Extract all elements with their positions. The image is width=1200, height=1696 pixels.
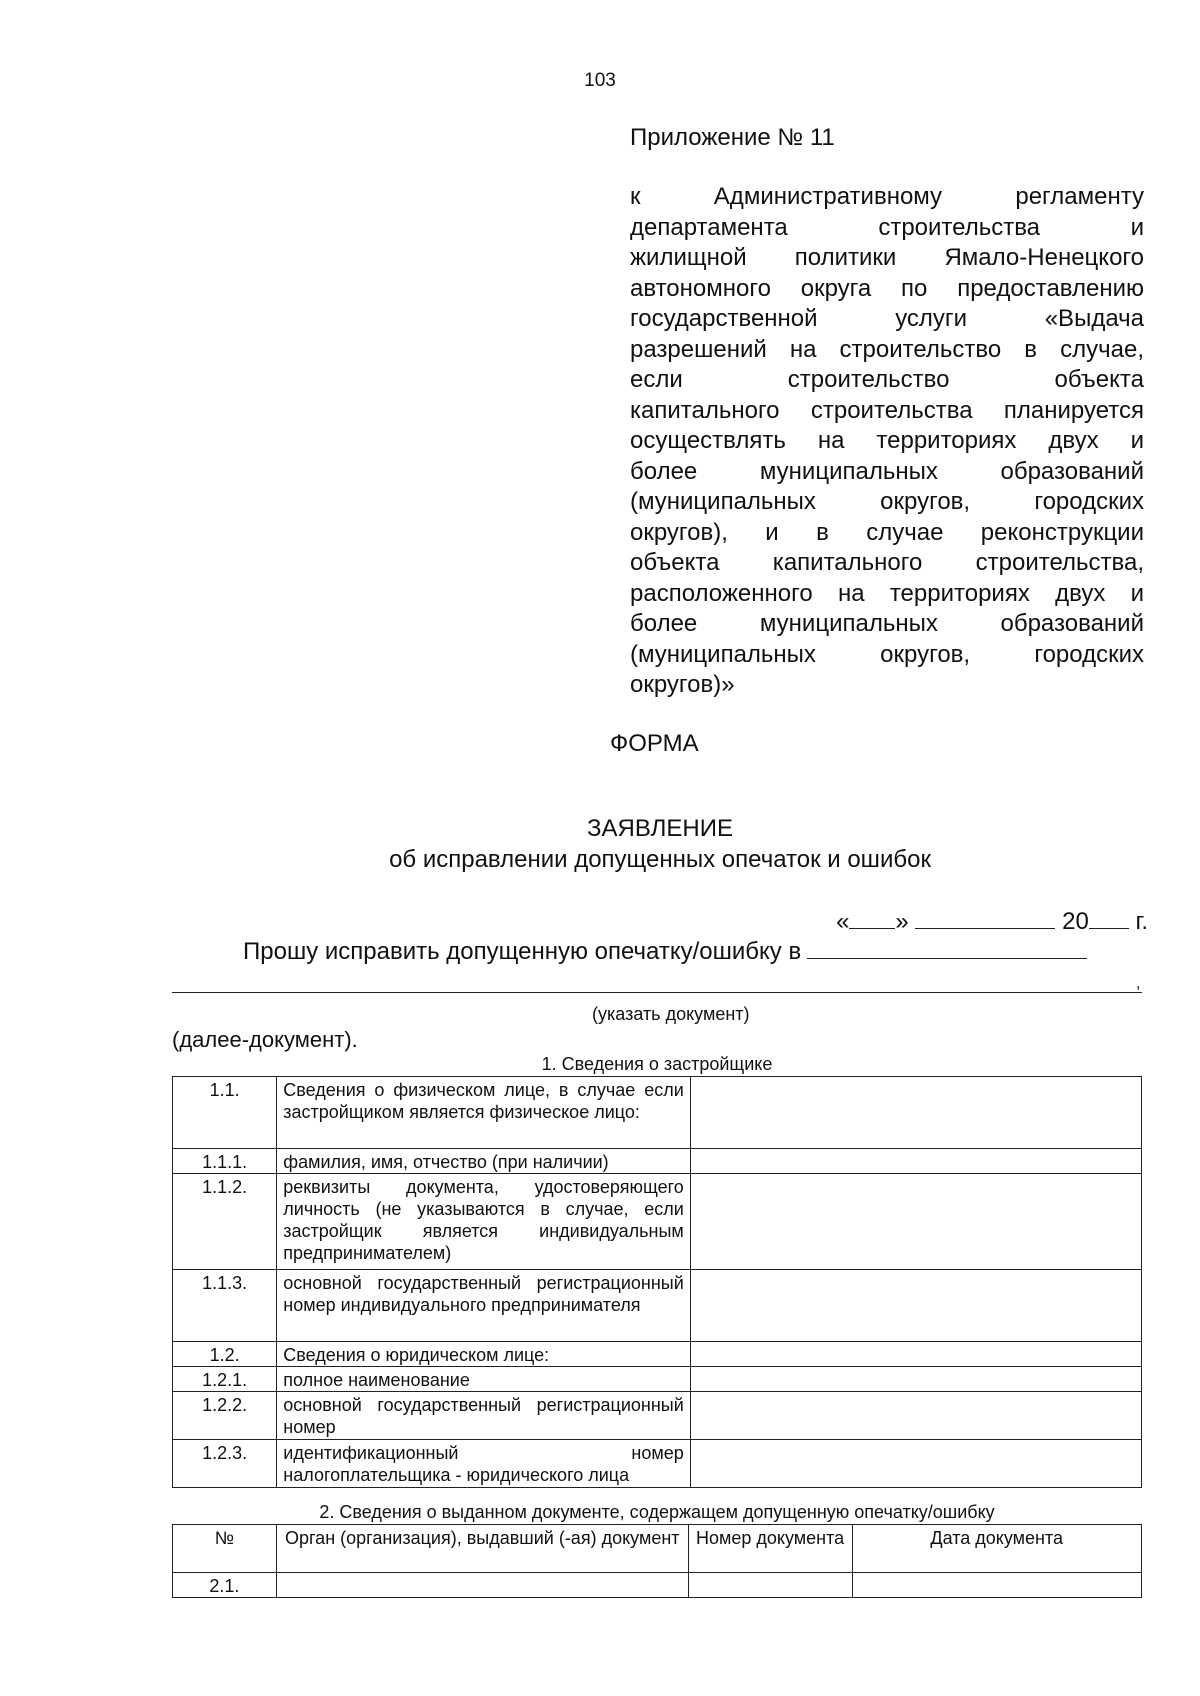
- row-description: Сведения о физическом лице, в случае если застройщиком является физическое лицо:: [277, 1077, 691, 1149]
- column-header-doc-number: Номер документа: [688, 1525, 852, 1573]
- hereinafter-text: (далее-документ).: [172, 1027, 358, 1052]
- row-number: 1.2.3.: [173, 1440, 277, 1488]
- column-header-doc-date: Дата документа: [852, 1525, 1142, 1573]
- table-row: [173, 1392, 1142, 1440]
- table-row: [173, 1174, 1142, 1270]
- appendix-line: более муниципальных образований: [630, 610, 1144, 637]
- row-number: 1.2.1.: [173, 1367, 277, 1392]
- table-row: [173, 1367, 1142, 1392]
- table-row: [173, 1342, 1142, 1367]
- column-header-issuer: Орган (организация), выдавший (-ая) документ: [276, 1525, 688, 1573]
- document-name-blank[interactable]: [807, 938, 1087, 959]
- row-number: 1.1.: [173, 1077, 277, 1149]
- request-text: Прошу исправить допущенную опечатку/ошибку в: [243, 938, 802, 965]
- date-open-quote: «: [836, 908, 850, 935]
- document-hint: (указать документ): [592, 1004, 750, 1024]
- row-number: 1.1.3.: [173, 1270, 277, 1342]
- document-subtitle: об исправлении допущенных опечаток и ошибок: [389, 846, 931, 873]
- appendix-line: осуществлять на территориях двух и: [630, 427, 1144, 454]
- table-row: [173, 1573, 1142, 1598]
- row-value-cell[interactable]: [690, 1392, 1141, 1440]
- month-blank[interactable]: [915, 908, 1055, 929]
- appendix-line: округов)»: [630, 671, 735, 698]
- appendix-line: департамента строительства и: [630, 213, 1144, 241]
- appendix-line: расположенного на территориях двух и: [630, 579, 1144, 607]
- issuer-cell[interactable]: [276, 1573, 688, 1598]
- table-row: [173, 1149, 1142, 1174]
- appendix-line: объекта капитального строительства,: [630, 549, 1144, 576]
- year-prefix: 20: [1062, 908, 1089, 935]
- row-description: основной государственный регистрационный номер: [277, 1392, 691, 1440]
- year-blank[interactable]: [1089, 908, 1129, 929]
- row-number: 1.1.2.: [173, 1174, 277, 1270]
- appendix-text: [630, 182, 1144, 701]
- appendix-line: автономного округа по предоставлению: [630, 274, 1144, 302]
- date-line: [836, 908, 1148, 936]
- appendix-line: государственной услуги «Выдача: [630, 305, 1144, 332]
- table-row: [173, 1270, 1142, 1342]
- date-close-quote: »: [895, 908, 909, 935]
- row-value-cell[interactable]: [690, 1077, 1141, 1149]
- appendix-title: Приложение № 11: [630, 124, 835, 151]
- request-line: [243, 938, 1087, 966]
- appendix-line: разрешений на строительство в случае,: [630, 335, 1144, 363]
- row-number: 1.1.1.: [173, 1149, 277, 1174]
- table-row: [173, 1440, 1142, 1488]
- row-value-cell[interactable]: [690, 1440, 1141, 1488]
- issued-document-table: [172, 1524, 1142, 1598]
- appendix-line: более муниципальных образований: [630, 457, 1144, 485]
- form-label: ФОРМА: [610, 730, 699, 757]
- appendix-line: капитального строительства планируется: [630, 396, 1144, 424]
- year-suffix: г.: [1135, 908, 1148, 935]
- appendix-line: округов), и в случае реконструкции: [630, 518, 1144, 546]
- row-number: 1.2.: [173, 1342, 277, 1367]
- row-description: Сведения о юридическом лице:: [277, 1342, 691, 1367]
- row-description: фамилия, имя, отчество (при наличии): [277, 1149, 691, 1174]
- row-value-cell[interactable]: [690, 1342, 1141, 1367]
- doc-number-cell[interactable]: [688, 1573, 852, 1598]
- line-comma: ,: [1136, 975, 1141, 992]
- appendix-line: если строительство объекта: [630, 366, 1144, 393]
- section-2-caption: 2. Сведения о выданном документе, содержащем допущенную опечатку/ошибку: [319, 1502, 995, 1522]
- row-number: 1.2.2.: [173, 1392, 277, 1440]
- section-1-caption: 1. Сведения о застройщике: [541, 1054, 773, 1074]
- appendix-line: (муниципальных округов, городских: [630, 640, 1144, 668]
- row-value-cell[interactable]: [690, 1174, 1141, 1270]
- table-row: [173, 1077, 1142, 1149]
- row-description: реквизиты документа, удостоверяющего личность (не указываются в случае, если застройщик является индивидуальным предпринимателем): [277, 1174, 691, 1270]
- appendix-line: к Административному регламенту: [630, 183, 1144, 210]
- doc-date-cell[interactable]: [852, 1573, 1142, 1598]
- developer-info-table: [172, 1076, 1142, 1488]
- document-title: ЗАЯВЛЕНИЕ: [587, 815, 733, 842]
- appendix-line: (муниципальных округов, городских: [630, 488, 1144, 515]
- row-description: идентификационный номер налогоплательщика - юридического лица: [277, 1440, 691, 1488]
- table-header-row: [173, 1525, 1142, 1573]
- document-name-continuation-line[interactable]: [172, 992, 1142, 993]
- appendix-line: жилищной политики Ямало-Ненецкого: [630, 244, 1144, 271]
- row-number: 2.1.: [173, 1573, 277, 1598]
- row-value-cell[interactable]: [690, 1149, 1141, 1174]
- row-description: полное наименование: [277, 1367, 691, 1392]
- row-description: основной государственный регистрационный номер индивидуального предпринимателя: [277, 1270, 691, 1342]
- day-blank[interactable]: [849, 908, 895, 929]
- row-value-cell[interactable]: [690, 1367, 1141, 1392]
- row-value-cell[interactable]: [690, 1270, 1141, 1342]
- column-header-number: №: [173, 1525, 277, 1573]
- page-number: 103: [584, 70, 616, 91]
